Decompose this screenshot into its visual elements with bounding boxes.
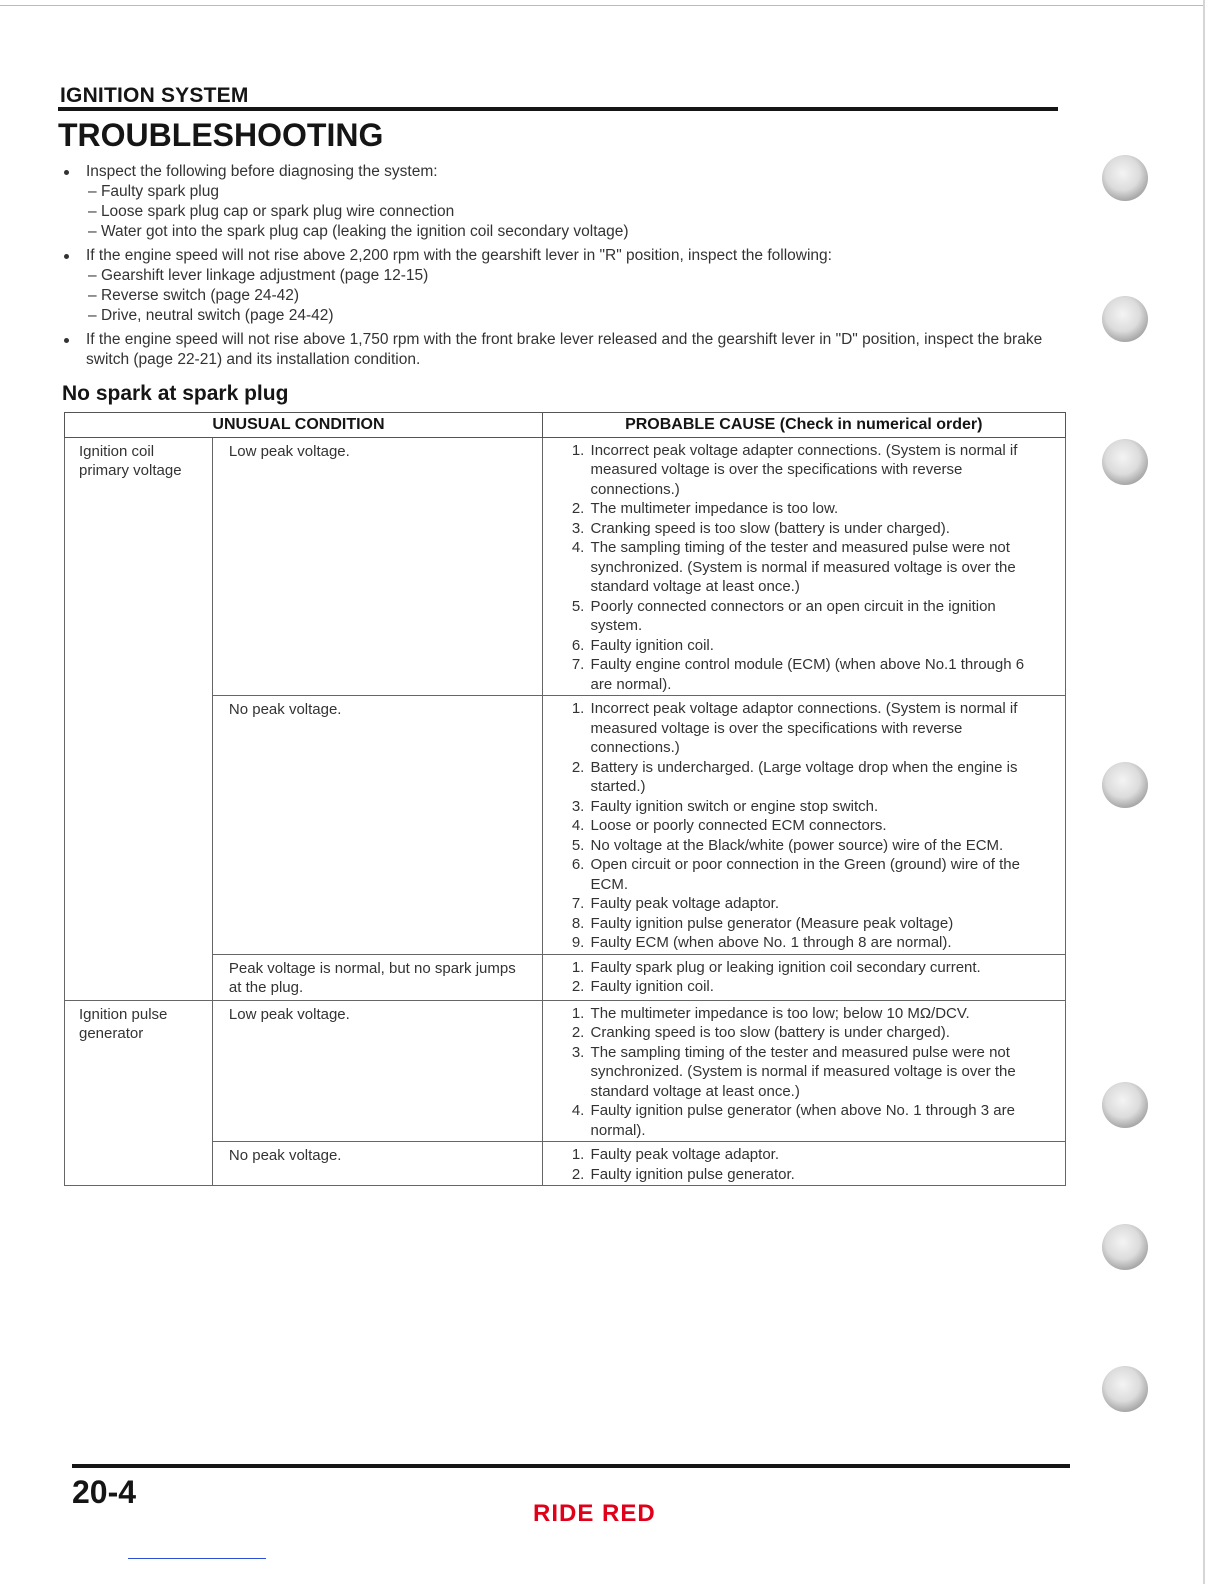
- header-probable-cause: PROBABLE CAUSE (Check in numerical order): [542, 413, 1065, 438]
- causes-cell: [542, 437, 1065, 696]
- cause-list: [565, 1145, 1047, 1184]
- causes-cell: [542, 1142, 1065, 1186]
- footer-rule: [72, 1464, 1070, 1468]
- cause-item: 4. Loose or poorly connected ECM connectors.: [589, 816, 1047, 836]
- cause-item: 2. Battery is undercharged. (Large voltage drop when the engine is started.): [589, 758, 1047, 797]
- intro-subitem-list: [86, 182, 1062, 242]
- cause-item: 3. The sampling timing of the tester and measured pulse were not synchronized. (System is normal if measured voltage is over the standard voltage at least once.): [589, 1043, 1047, 1102]
- cause-item: 5. No voltage at the Black/white (power source) wire of the ECM.: [589, 836, 1047, 856]
- cause-item: 7. Faulty peak voltage adaptor.: [589, 894, 1047, 914]
- cause-item: 8. Faulty ignition pulse generator (Measure peak voltage): [589, 914, 1047, 934]
- binder-hole-1: [1102, 155, 1148, 201]
- table-row: [65, 437, 1066, 696]
- cause-item: 4. The sampling timing of the tester and measured pulse were not synchronized. (System is normal if measured voltage is over the standard voltage at least once.): [589, 538, 1047, 597]
- condition-cell: Peak voltage is normal, but no spark jumps at the plug.: [212, 954, 542, 1000]
- cause-item: 3. Faulty ignition switch or engine stop switch.: [589, 797, 1047, 817]
- cause-item: 1. Incorrect peak voltage adaptor connections. (System is normal if measured voltage is over the specifications with reverse connections.): [589, 699, 1047, 758]
- table-subheading: No spark at spark plug: [62, 382, 289, 405]
- table-row: [65, 1000, 1066, 1142]
- cause-item: 1. The multimeter impedance is too low; below 10 MΩ/DCV.: [589, 1004, 1047, 1024]
- cause-item: 3. Cranking speed is too slow (battery is under charged).: [589, 519, 1047, 539]
- troubleshooting-table: [64, 412, 1066, 1186]
- binder-hole-3: [1102, 439, 1148, 485]
- cause-item: 1. Incorrect peak voltage adapter connections. (System is normal if measured voltage is over the specifications with reverse connections.): [589, 441, 1047, 500]
- intro-subitem: – Faulty spark plug: [88, 182, 1062, 202]
- intro-bullet: [62, 246, 1062, 326]
- cause-item: 2. Cranking speed is too slow (battery is under charged).: [589, 1023, 1047, 1043]
- table-row: [65, 1142, 1066, 1186]
- bottom-link-underline: [128, 1558, 266, 1559]
- page-edge: [1203, 0, 1205, 1584]
- condition-cell: No peak voltage.: [212, 696, 542, 955]
- table-header-row: [65, 413, 1066, 438]
- binder-hole-5: [1102, 1082, 1148, 1128]
- intro-subitem: – Gearshift lever linkage adjustment (page 12-15): [88, 266, 1062, 286]
- component-cell: Ignition coil primary voltage: [65, 437, 213, 1000]
- cause-list: [565, 1004, 1047, 1141]
- cause-item: 1. Faulty peak voltage adaptor.: [589, 1145, 1047, 1165]
- intro-subitem: – Reverse switch (page 24-42): [88, 286, 1062, 306]
- cause-item: 7. Faulty engine control module (ECM) (when above No.1 through 6 are normal).: [589, 655, 1047, 694]
- condition-cell: Low peak voltage.: [212, 437, 542, 696]
- condition-cell: No peak voltage.: [212, 1142, 542, 1186]
- intro-subitem: – Water got into the spark plug cap (leaking the ignition coil secondary voltage): [88, 222, 1062, 242]
- cause-item: 6. Open circuit or poor connection in the Green (ground) wire of the ECM.: [589, 855, 1047, 894]
- cause-item: 5. Poorly connected connectors or an open circuit in the ignition system.: [589, 597, 1047, 636]
- binder-hole-2: [1102, 296, 1148, 342]
- intro-bullet: [62, 162, 1062, 242]
- table-row: [65, 954, 1066, 1000]
- cause-item: 2. Faulty ignition pulse generator.: [589, 1165, 1047, 1185]
- section-header: IGNITION SYSTEM: [60, 84, 249, 107]
- causes-cell: [542, 1000, 1065, 1142]
- cause-list: [565, 699, 1047, 953]
- cause-item: 9. Faulty ECM (when above No. 1 through 8 are normal).: [589, 933, 1047, 953]
- top-edge-rule: [0, 5, 1205, 6]
- header-component-blank: [65, 413, 213, 438]
- bullet-dot-icon: [64, 170, 69, 175]
- intro-bullet-text: If the engine speed will not rise above 1,750 rpm with the front brake lever released and the gearshift lever in "D" position, inspect the brake switch (page 22-21) and its installation condition.: [86, 331, 1043, 368]
- bullet-dot-icon: [64, 338, 69, 343]
- cause-item: 6. Faulty ignition coil.: [589, 636, 1047, 656]
- causes-cell: [542, 954, 1065, 1000]
- component-cell: Ignition pulse generator: [65, 1000, 213, 1186]
- bullet-dot-icon: [64, 254, 69, 259]
- cause-item: 4. Faulty ignition pulse generator (when above No. 1 through 3 are normal).: [589, 1101, 1047, 1140]
- table-body: [65, 437, 1066, 1186]
- header-unusual-condition: UNUSUAL CONDITION: [212, 413, 542, 438]
- intro-bullet: [62, 330, 1062, 370]
- binder-hole-4: [1102, 762, 1148, 808]
- cause-list: [565, 441, 1047, 695]
- intro-subitem-list: [86, 266, 1062, 326]
- cause-item: 2. The multimeter impedance is too low.: [589, 499, 1047, 519]
- cause-item: 2. Faulty ignition coil.: [589, 977, 1047, 997]
- intro-subitem: – Drive, neutral switch (page 24-42): [88, 306, 1062, 326]
- cause-list: [565, 958, 1047, 997]
- table-row: [65, 696, 1066, 955]
- condition-cell: Low peak voltage.: [212, 1000, 542, 1142]
- binder-hole-6: [1102, 1224, 1148, 1270]
- binder-hole-7: [1102, 1366, 1148, 1412]
- causes-cell: [542, 696, 1065, 955]
- intro-bullet-text: Inspect the following before diagnosing the system:: [86, 163, 438, 180]
- intro-bullet-text: If the engine speed will not rise above 2,200 rpm with the gearshift lever in "R" position, inspect the following:: [86, 247, 832, 264]
- cause-item: 1. Faulty spark plug or leaking ignition coil secondary current.: [589, 958, 1047, 978]
- intro-bullets: [62, 162, 1062, 374]
- page-number: 20-4: [72, 1474, 137, 1510]
- brand-logo: RIDE RED: [533, 1500, 656, 1527]
- header-rule: [58, 107, 1058, 111]
- page-title: TROUBLESHOOTING: [58, 117, 384, 153]
- intro-subitem: – Loose spark plug cap or spark plug wire connection: [88, 202, 1062, 222]
